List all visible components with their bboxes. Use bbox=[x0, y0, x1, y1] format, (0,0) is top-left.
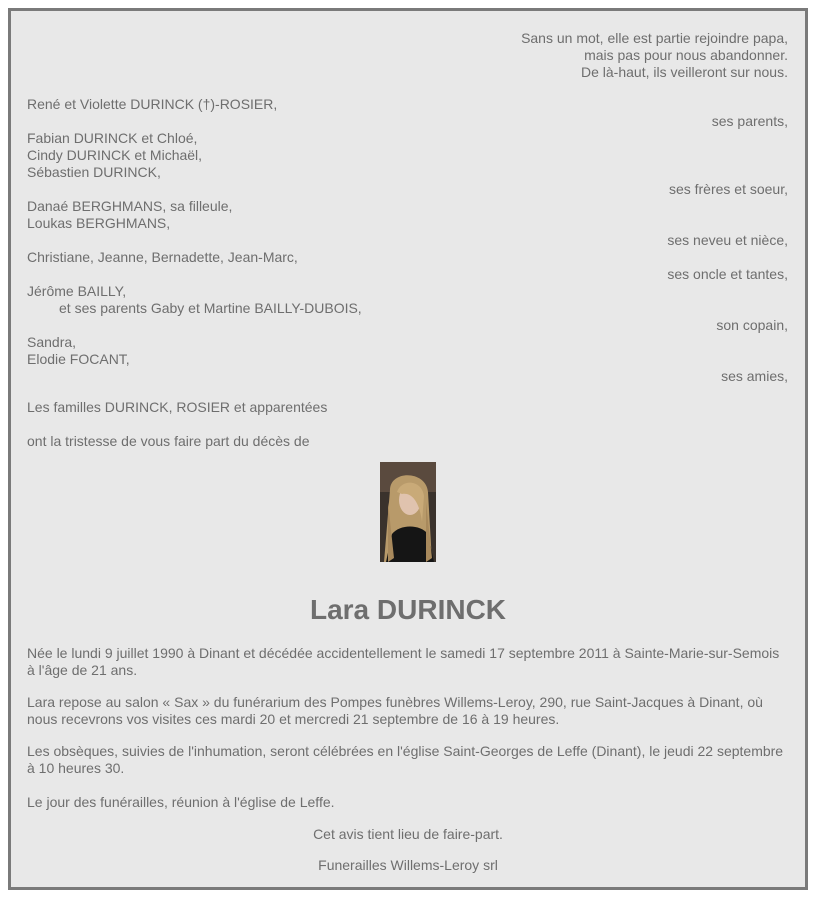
parents-names: René et Violette DURINCK (†)-ROSIER, bbox=[27, 96, 278, 112]
poem-line-1: Sans un mot, elle est partie rejoindre papa, bbox=[521, 30, 788, 46]
nephews-line-2: Loukas BERGHMANS, bbox=[27, 215, 171, 231]
nephews-role: ses neveu et nièce, bbox=[667, 232, 788, 248]
poem-line-2: mais pas pour nous abandonner. bbox=[584, 47, 788, 63]
boyfriend-line-2: et ses parents Gaby et Martine BAILLY-DUBOIS, bbox=[59, 300, 362, 316]
friends-line-2: Elodie FOCANT, bbox=[27, 351, 130, 367]
siblings-line-3: Sébastien DURINCK, bbox=[27, 164, 161, 180]
families-line: Les familles DURINCK, ROSIER et apparentées bbox=[27, 399, 328, 415]
siblings-line-1: Fabian DURINCK et Chloé, bbox=[27, 130, 198, 146]
portrait-image bbox=[380, 462, 436, 562]
friends-line-1: Sandra, bbox=[27, 334, 77, 350]
obituary-frame bbox=[8, 8, 808, 890]
funeral-paragraph: Les obsèques, suivies de l'inhumation, seront célébrées en l'église Saint-Georges de Leffe (Dinant), le jeudi 22 septembre à 10 heures 30. bbox=[27, 743, 784, 776]
meeting-line: Le jour des funérailles, réunion à l'église de Leffe. bbox=[27, 794, 335, 810]
poem-line-3: De là-haut, ils veilleront sur nous. bbox=[581, 64, 788, 80]
siblings-role: ses frères et soeur, bbox=[668, 181, 788, 197]
funerarium-paragraph: Lara repose au salon « Sax » du funérarium des Pompes funèbres Willems-Leroy, 290, rue Saint-Jacques à Dinant, où nous recevrons vos visites ces mardi 20 et mercredi 21 septembre de 16 à 19 heures. bbox=[27, 694, 763, 727]
announcement-line: ont la tristesse de vous faire part du décès de bbox=[27, 433, 310, 449]
funeral-home-line: Funerailles Willems-Leroy srl bbox=[318, 857, 498, 873]
siblings-line-2: Cindy DURINCK et Michaël, bbox=[27, 147, 203, 163]
deceased-name: Lara DURINCK bbox=[309, 594, 507, 625]
nephews-line-1: Danaé BERGHMANS, sa filleule, bbox=[27, 198, 233, 214]
aunts-role: ses oncle et tantes, bbox=[667, 266, 788, 282]
friends-role: ses amies, bbox=[721, 368, 788, 384]
parents-role: ses parents, bbox=[711, 113, 788, 129]
birth-death-paragraph: Née le lundi 9 juillet 1990 à Dinant et décédée accidentellement le samedi 17 septembre 2011 à Sainte-Marie-sur-Semois à l'âge de 21 ans. bbox=[27, 645, 780, 678]
aunts-names: Christiane, Jeanne, Bernadette, Jean-Marc, bbox=[27, 249, 298, 265]
notice-line: Cet avis tient lieu de faire-part. bbox=[313, 826, 503, 842]
portrait-photo bbox=[380, 462, 436, 562]
boyfriend-role: son copain, bbox=[716, 317, 788, 333]
boyfriend-line-1: Jérôme BAILLY, bbox=[27, 283, 127, 299]
